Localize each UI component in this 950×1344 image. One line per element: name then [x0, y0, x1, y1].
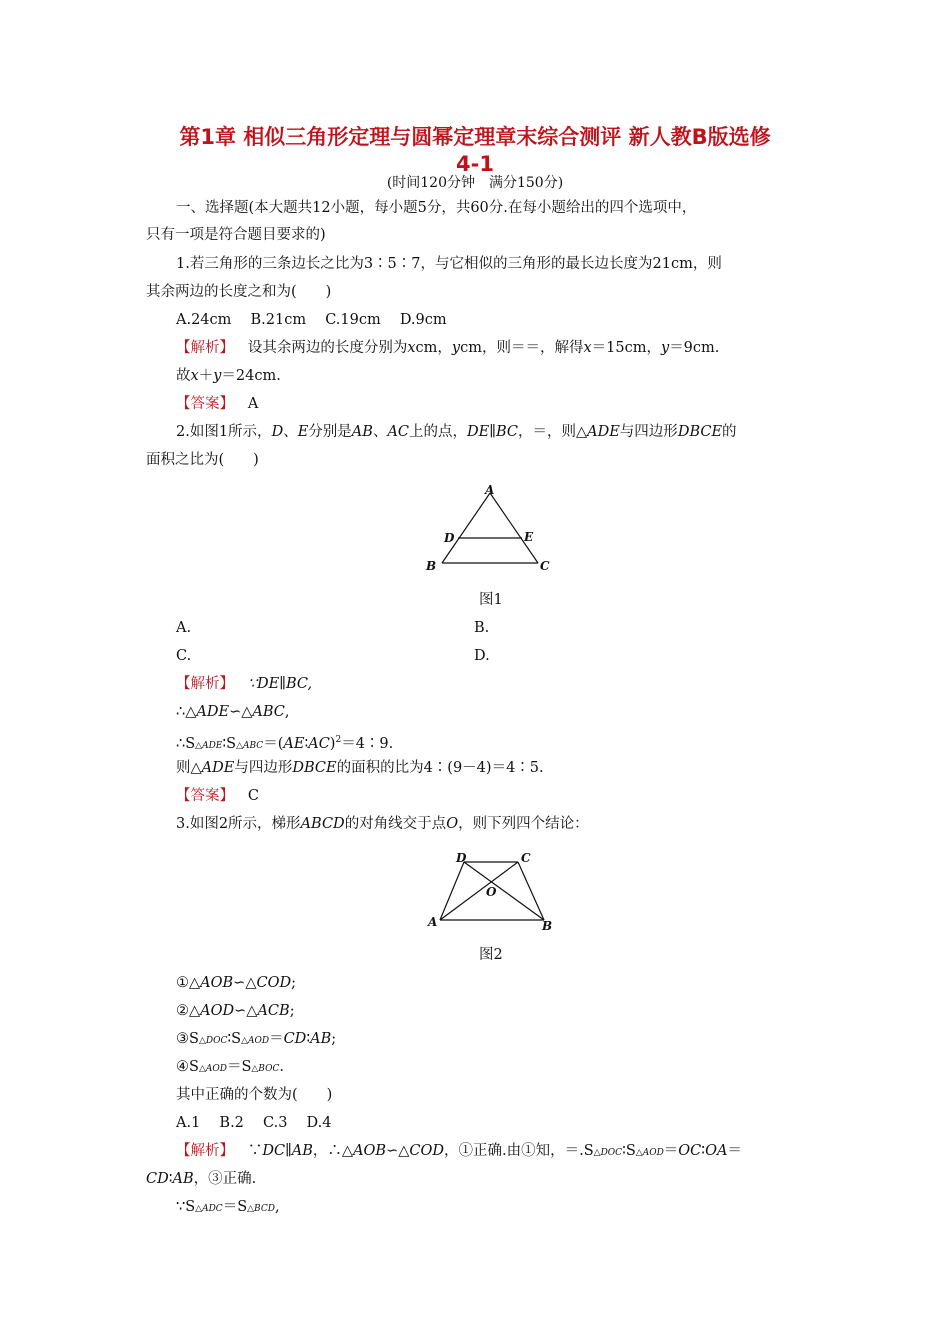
q3-conclusion-2: ②△AOD∽△ACB;: [176, 1003, 295, 1019]
q1-answer: [176, 393, 258, 415]
q2-stem-line-1: 2.如图1所示，D、E分别是AB、AC上的点，DE∥BC，＝，则△ADE与四边形DBCE的: [176, 424, 737, 440]
answer-label: 【答案】: [176, 788, 234, 804]
point-o-label: O: [486, 885, 497, 899]
q3-options: A.1 B.2 C.3 D.4: [176, 1115, 332, 1131]
exam-meta: (时间120分钟 满分150分): [386, 175, 564, 191]
vertex-a-label: A: [428, 915, 438, 929]
q3-analysis-line-1: 【解析】 ∵DC∥AB，∴△AOB∽△COD，①正确.由①知，＝.S△DOC∶S△AOD＝OC∶OA＝: [176, 1143, 742, 1159]
vertex-b-label: B: [426, 559, 437, 573]
q1-analysis: 【解析】 设其余两边的长度分别为xcm，ycm，则＝＝，解得x＝15cm，y＝9cm.: [176, 340, 720, 356]
q2-option-a: A.: [176, 620, 192, 636]
q2-stem-line-2: 面积之比为( ): [146, 452, 259, 468]
q3-conclusion-3: ③S△DOC∶S△AOD＝CD∶AB;: [176, 1031, 337, 1047]
q2-answer: [176, 785, 259, 807]
analysis-label: 【解析】: [176, 676, 234, 692]
point-d-label: D: [444, 531, 455, 545]
vertex-a-label: A: [485, 483, 495, 497]
vertex-c-label: C: [540, 559, 550, 573]
q2-option-d: D.: [474, 648, 490, 664]
q3-analysis-line-2: CD∶AB，③正确.: [146, 1171, 257, 1187]
q2-option-c: C.: [176, 648, 192, 664]
figure-2-trapezoid: [420, 848, 570, 938]
q3-ask: 其中正确的个数为( ): [176, 1087, 333, 1103]
diagonal-bd: [464, 862, 544, 920]
q1-conclusion: 故x＋y＝24cm.: [176, 368, 281, 384]
q2-analysis-step-3: ∴S△ADE∶S△ABC＝(AE∶AC)$^2$＝4∶9.: [176, 735, 394, 752]
q3-stem: 3.如图2所示，梯形ABCD的对角线交于点O，则下列四个结论：: [176, 816, 589, 832]
q1-stem-line-1: 1.若三角形的三条边长之比为3∶5∶7，与它相似的三角形的最长边长度为21cm，则: [176, 256, 722, 272]
vertex-c-label: C: [521, 851, 531, 865]
q2-analysis-step-4: 则△ADE与四边形DBCE的面积的比为4∶(9－4)＝4∶5.: [176, 760, 544, 776]
figure-1-triangle: [420, 478, 560, 578]
title-line-1: 第1章 相似三角形定理与圆幂定理章末综合测评 新人教B版选修: [179, 125, 771, 149]
side-ab: [442, 493, 490, 563]
answer-label: 【答案】: [176, 396, 234, 412]
q3-conclusion-4: ④S△AOD＝S△BOC.: [176, 1059, 284, 1075]
q3-conclusion-1: ①△AOB∽△COD;: [176, 975, 296, 991]
q2-option-b: B.: [474, 620, 490, 636]
section-heading-line-2: 只有一项是符合题目要求的): [146, 227, 326, 243]
q2-answer-value: C: [247, 788, 259, 804]
vertex-d-label: D: [456, 851, 467, 865]
figure-1-caption: 图1: [479, 592, 503, 608]
q1-options: A.24cm B.21cm C.19cm D.9cm: [176, 312, 447, 328]
q2-analysis-step-1: 【解析】 ∵DE∥BC,: [176, 676, 313, 692]
document-title: [140, 122, 810, 176]
title-line-2: 4-1: [456, 152, 494, 176]
side-ac: [490, 493, 538, 563]
q1-stem-line-2: 其余两边的长度之和为( ): [146, 284, 332, 300]
analysis-label: 【解析】: [176, 340, 234, 356]
q1-answer-value: A: [247, 396, 259, 412]
analysis-label: 【解析】: [176, 1143, 234, 1159]
q3-analysis-line-3: ∵S△ADC＝S△BCD,: [176, 1199, 280, 1215]
section-heading-line-1: 一、选择题(本大题共12小题，每小题5分，共60分.在每小题给出的四个选项中，: [176, 200, 697, 216]
q2-analysis-step-2: ∴△ADE∽△ABC,: [176, 704, 290, 720]
vertex-b-label: B: [542, 919, 553, 933]
point-e-label: E: [524, 530, 534, 544]
figure-2-caption: 图2: [479, 947, 503, 963]
